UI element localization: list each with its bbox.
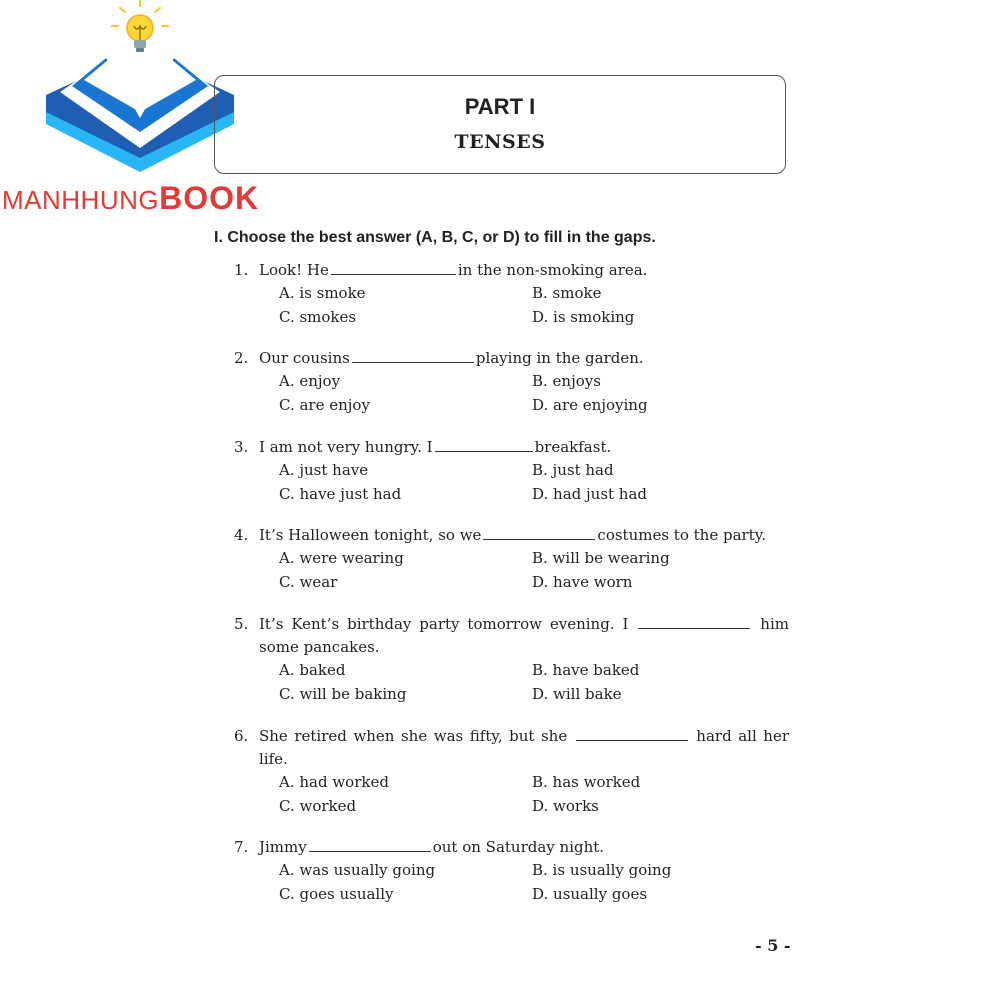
option-d: D. usually goes (532, 884, 648, 903)
question-text-continuation: life. (259, 750, 288, 768)
question-stem (234, 347, 789, 370)
option-c: C. smokes (279, 307, 357, 326)
option-b: B. has worked (532, 773, 641, 791)
question-text-after: hard all her (696, 727, 789, 745)
answer-blank (331, 262, 456, 275)
question-text-before: I am not very hungry. I (259, 438, 433, 456)
option-c: C. will be baking (279, 684, 407, 703)
option-b: B. just had (532, 461, 614, 479)
answer-options (234, 547, 789, 594)
part-title: PART I (464, 94, 536, 119)
answer-blank (352, 350, 474, 363)
option-b: B. have baked (532, 661, 640, 679)
exercise-instructions: I. Choose the best answer (A, B, C, or D) to fill in the gaps. (214, 229, 656, 246)
answer-blank (483, 527, 595, 540)
question-text (259, 524, 789, 547)
option-d: D. are enjoying (532, 395, 648, 414)
brand-name-part2: BOOK (159, 180, 260, 216)
option-d: D. have worn (532, 572, 633, 591)
answer-blank (576, 728, 688, 741)
question-text-continuation: some pancakes. (259, 638, 380, 656)
option-a: A. enjoy (279, 372, 341, 390)
question-number: 1. (234, 261, 249, 279)
question (234, 259, 789, 329)
question-text (259, 836, 789, 859)
option-b: B. is usually going (532, 861, 672, 879)
option-a: A. just have (279, 461, 369, 479)
question-text-after: out on Saturday night. (432, 838, 605, 856)
question-text (259, 725, 789, 748)
page-number: - 5 - (755, 936, 791, 955)
answer-options (234, 282, 789, 329)
question (234, 613, 789, 706)
question-text-after: breakfast. (534, 438, 612, 456)
option-b: B. smoke (532, 284, 602, 302)
option-d: D. works (532, 796, 599, 815)
question-number: 3. (234, 438, 249, 456)
option-c: C. wear (279, 572, 338, 591)
option-a: A. were wearing (279, 549, 404, 567)
option-a: A. had worked (279, 773, 389, 791)
question-stem (234, 259, 789, 282)
answer-options (234, 459, 789, 506)
option-b: B. enjoys (532, 372, 601, 390)
question-number: 7. (234, 838, 249, 856)
answer-options (234, 659, 789, 706)
option-a: A. baked (279, 661, 346, 679)
question-stem (234, 725, 789, 748)
question-text-after: playing in the garden. (475, 349, 644, 367)
question-text-before: She retired when she was fifty, but she (259, 727, 568, 745)
question-stem (234, 436, 789, 459)
answer-options (234, 370, 789, 417)
question-number: 5. (234, 615, 249, 633)
question-stem (234, 836, 789, 859)
question-stem (234, 613, 789, 636)
question (234, 436, 789, 506)
question (234, 725, 789, 818)
answer-blank (435, 439, 533, 452)
option-c: C. have just had (279, 484, 402, 503)
question-text (259, 347, 789, 370)
option-c: C. goes usually (279, 884, 394, 903)
answer-options (234, 771, 789, 818)
question-text (259, 613, 789, 636)
question-text-before: Jimmy (259, 838, 307, 856)
question-text-after: him (760, 615, 789, 633)
question-text-after: in the non-smoking area. (457, 261, 648, 279)
question-text-before: Our cousins (259, 349, 350, 367)
option-c: C. are enjoy (279, 395, 370, 414)
question-stem (234, 524, 789, 547)
question-text (259, 259, 789, 282)
question (234, 836, 789, 906)
question-text-after: costumes to the party. (597, 526, 766, 544)
option-a: A. was usually going (279, 861, 436, 879)
question (234, 347, 789, 417)
answer-blank (638, 616, 750, 629)
question-text-before: It’s Halloween tonight, so we (259, 526, 482, 544)
part-subtitle: TENSES (454, 131, 546, 153)
question-number: 2. (234, 349, 249, 367)
part-header-box (214, 75, 786, 174)
brand-name (2, 180, 259, 217)
answer-blank (309, 839, 431, 852)
option-d: D. is smoking (532, 307, 635, 326)
option-a: A. is smoke (279, 284, 366, 302)
option-d: D. will bake (532, 684, 622, 703)
question-text-before: It’s Kent’s birthday party tomorrow evening. I (259, 615, 629, 633)
question (234, 524, 789, 594)
brand-name-part1: MANHHUNG (2, 185, 160, 215)
question-text-before: Look! He (259, 261, 329, 279)
question-text (259, 436, 789, 459)
option-d: D. had just had (532, 484, 648, 503)
option-b: B. will be wearing (532, 549, 670, 567)
question-number: 6. (234, 727, 249, 745)
option-c: C. worked (279, 796, 357, 815)
question-number: 4. (234, 526, 249, 544)
answer-options (234, 859, 789, 906)
